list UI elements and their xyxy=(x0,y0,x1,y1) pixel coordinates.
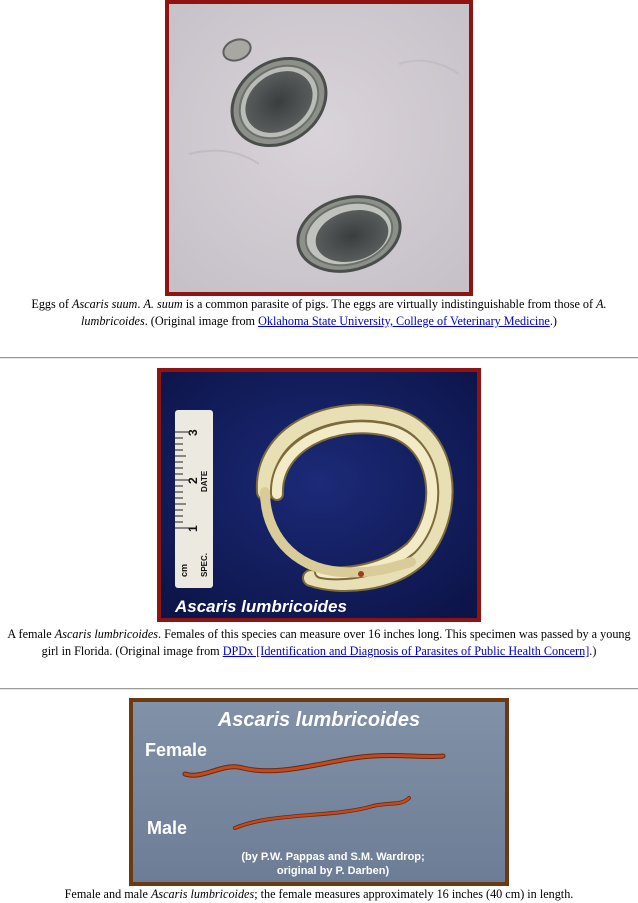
figure1-caption xyxy=(0,296,638,330)
species-name: A. suum xyxy=(143,297,183,311)
figure3-caption xyxy=(0,886,638,903)
osu-vet-medicine-link[interactable]: Oklahoma State University, College of Veterinary Medicine xyxy=(258,314,550,328)
egg-photo-frame xyxy=(165,0,473,296)
figure2-caption xyxy=(0,626,638,660)
caption-text: . xyxy=(137,297,144,311)
female-worm-photo xyxy=(161,372,477,618)
image-species-label: Ascaris lumbricoides xyxy=(175,597,347,616)
caption-text: is a common parasite of pigs. The eggs are virtually indistinguishable from those of xyxy=(182,297,597,311)
ruler-date-label: DATE xyxy=(200,470,209,492)
dpdx-link[interactable]: DPDx [Identification and Diagnosis of Parasites of Public Health Concern] xyxy=(222,644,590,658)
caption-text: Eggs of xyxy=(31,297,72,311)
credit-line-1: (by P.W. Pappas and S.M. Wardrop; xyxy=(241,851,425,863)
species-name: Ascaris suum xyxy=(72,297,138,311)
image-title: Ascaris lumbricoides xyxy=(217,709,421,731)
caption-text: .) xyxy=(549,314,557,328)
ascaris-suum-eggs-photo xyxy=(169,4,469,292)
caption-text: ; the female measures approximately 16 inches (40 cm) in length. xyxy=(254,887,574,901)
credit-line-2: original by P. Darben) xyxy=(276,865,390,877)
measuring-ruler xyxy=(175,410,213,588)
male-label: Male xyxy=(147,818,188,838)
female-male-worms-photo xyxy=(133,702,505,882)
caption-text: . (Original image from xyxy=(144,314,259,328)
caption-text: . Females of this species can measure over 16 inches long. This specimen was passed by a young girl in Florida. (Original image from xyxy=(41,627,631,658)
female-male-photo-frame xyxy=(129,698,509,886)
species-name: A. lumbricoides xyxy=(81,297,607,328)
caption-text: .) xyxy=(589,644,597,658)
ruler-spec-label: SPEC. xyxy=(200,552,209,577)
ruler-tick-3: 3 xyxy=(186,429,200,436)
ruler-tick-1: 1 xyxy=(186,525,200,532)
divider-1 xyxy=(0,357,638,359)
species-name: Ascaris lumbricoides xyxy=(150,887,255,901)
female-label: Female xyxy=(145,740,208,760)
caption-text: A female xyxy=(7,627,55,641)
species-name: Ascaris lumbricoides xyxy=(54,627,158,641)
ruler-unit-label: cm xyxy=(179,563,189,577)
caption-text: Female and male xyxy=(64,887,151,901)
ruler-tick-2: 2 xyxy=(186,477,200,484)
divider-2 xyxy=(0,688,638,690)
female-worm-photo-frame xyxy=(157,368,481,622)
